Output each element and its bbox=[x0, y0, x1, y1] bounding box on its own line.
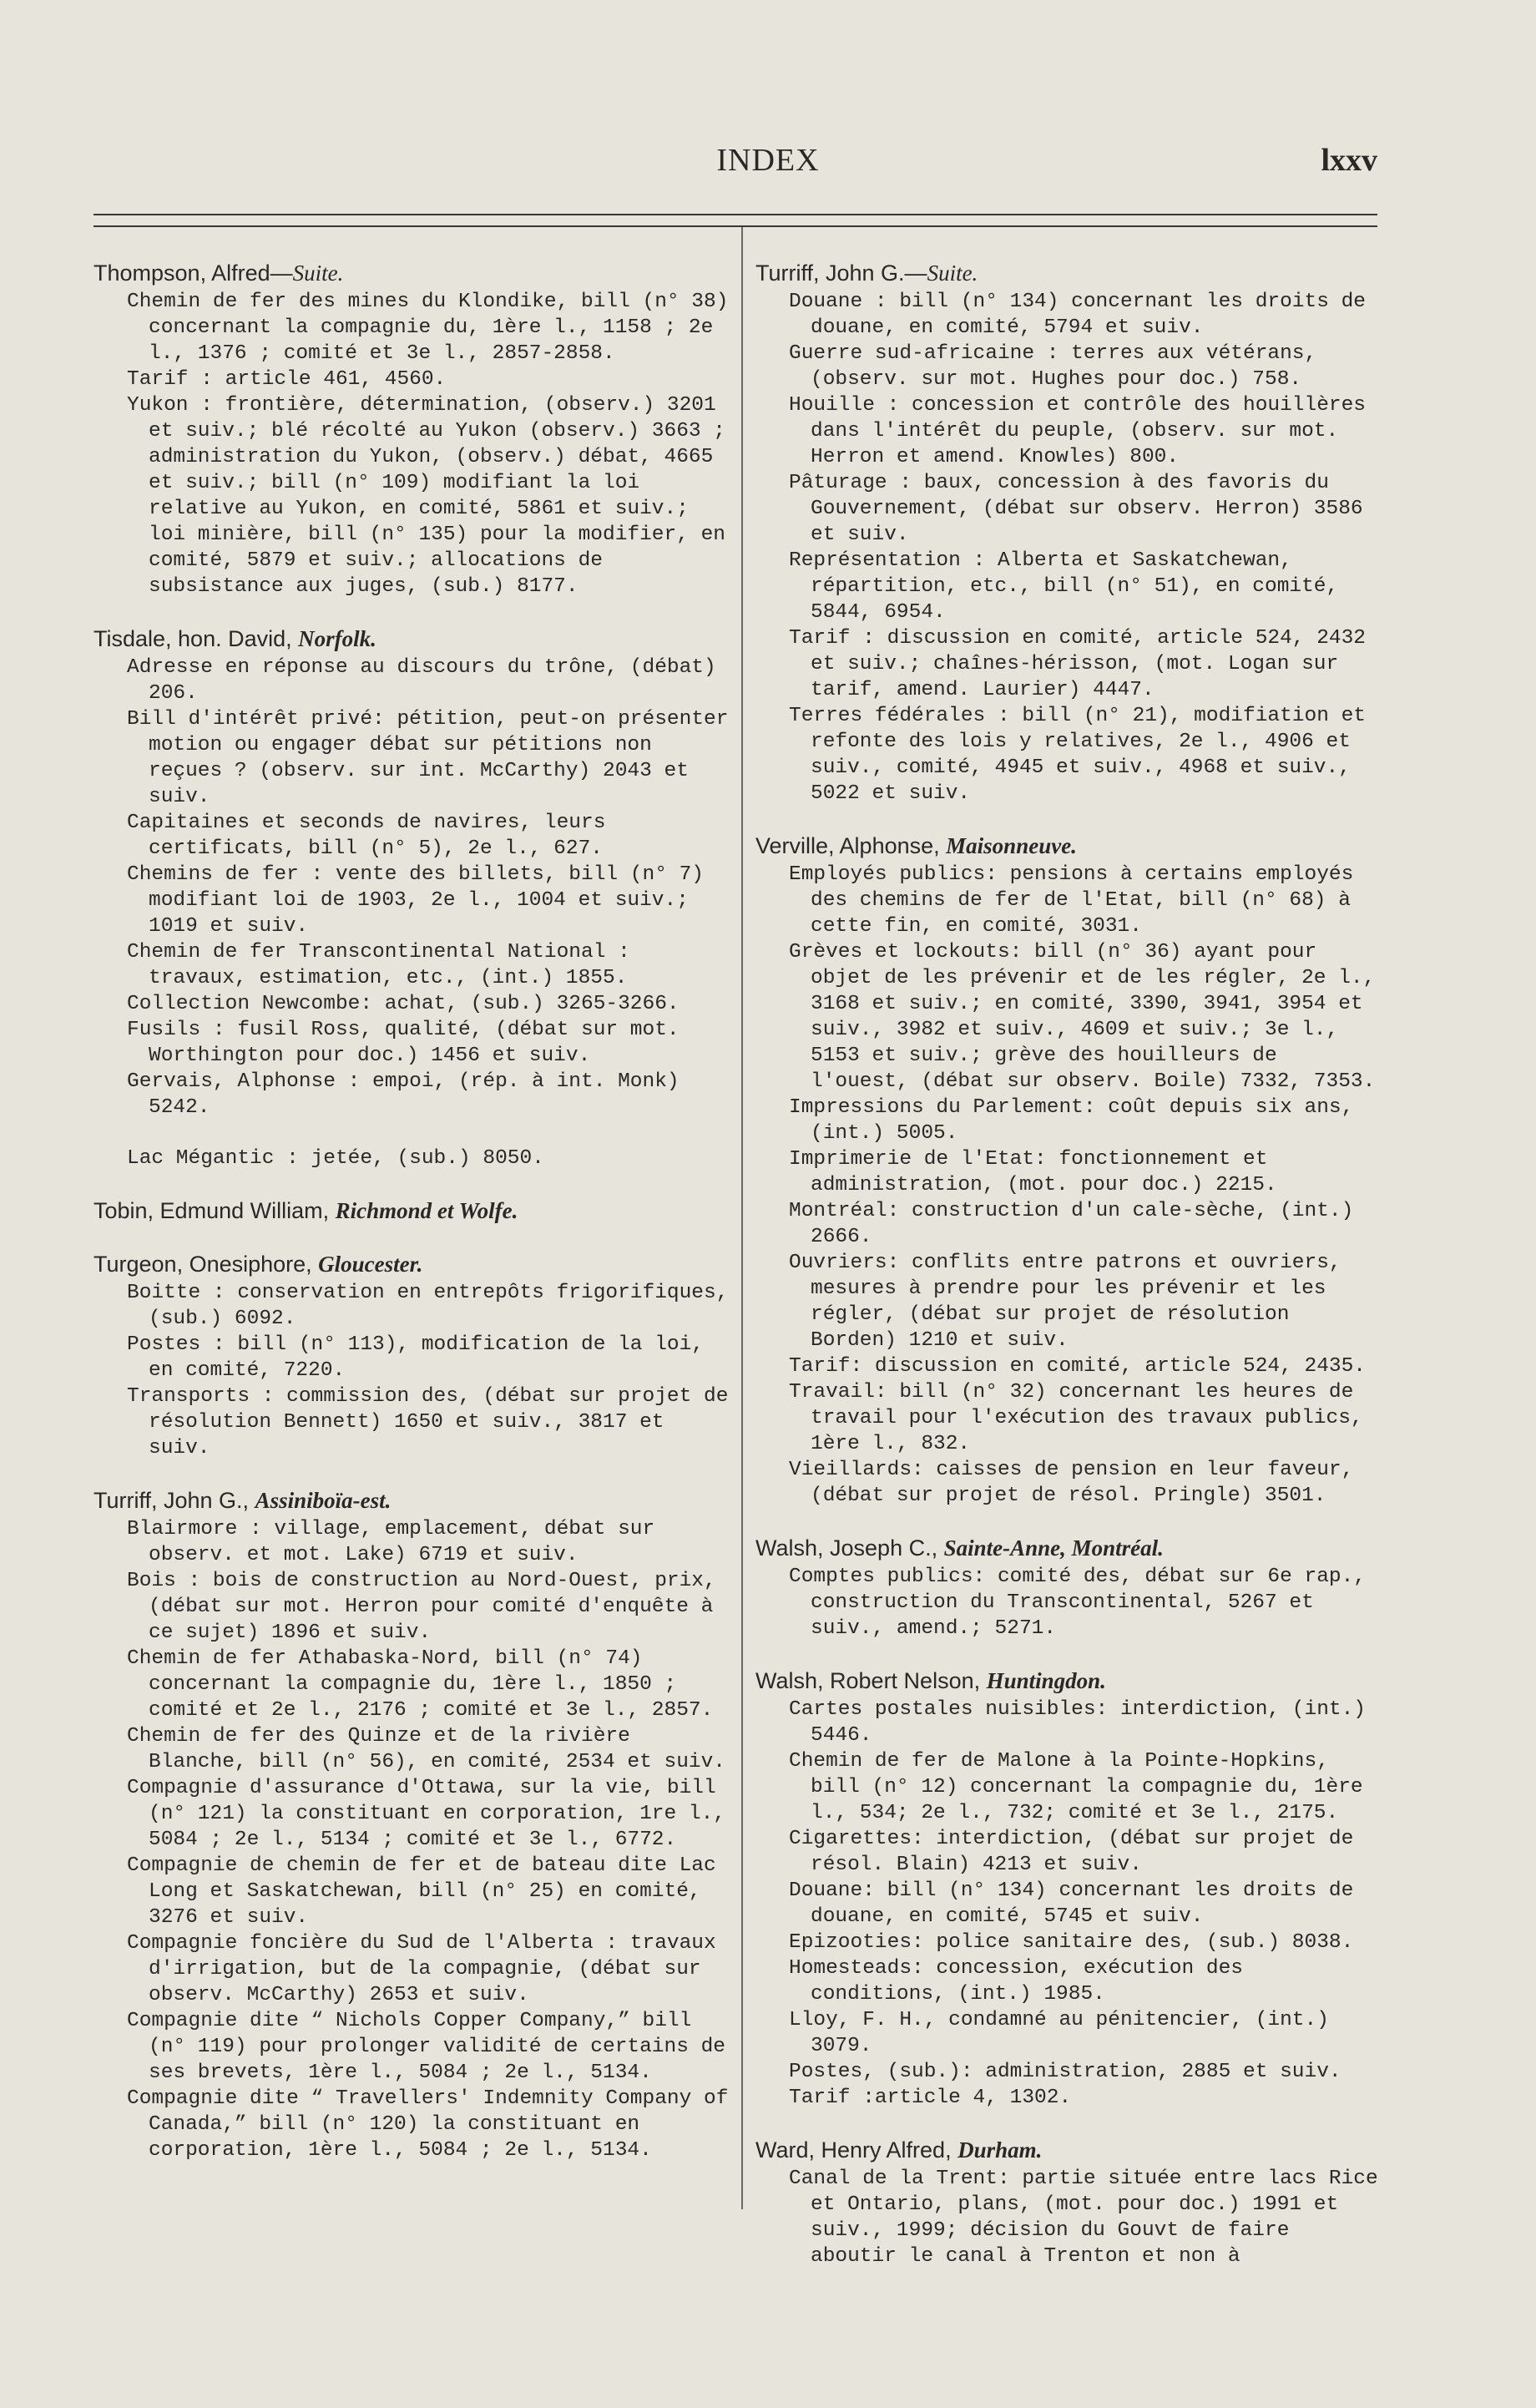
sub-entry: Transports : commission des, (débat sur projet de résolution Bennett) 1650 et suiv., 3817 et suiv. bbox=[127, 1385, 729, 1459]
page-number: lxxv bbox=[1321, 143, 1377, 178]
entry-spacer bbox=[93, 1121, 736, 1146]
sub-entry: Compagnie foncière du Sud de l'Alberta : travaux d'irrigation, but de la compagnie, (débat sur observ. McCarthy) 2653 et suiv. bbox=[127, 1932, 716, 2006]
entry-name bbox=[755, 832, 1380, 860]
sub-entry: Chemin de fer Transcontinental National : travaux, estimation, etc., (int.) 1855. bbox=[127, 941, 630, 989]
sub-entry: Capitaines et seconds de navires, leurs certificats, bill (n° 5), 2e l., 627. bbox=[127, 812, 606, 860]
sub-entry: Ouvriers: conflits entre patrons et ouvriers, mesures à prendre pour les prévenir et les régler, (débat sur projet de résolution Borden) 1210 et suiv. bbox=[789, 1252, 1341, 1352]
entry-name bbox=[93, 1196, 736, 1225]
sub-entry: Cigarettes: interdiction, (débat sur projet de résol. Blain) 4213 et suiv. bbox=[789, 1828, 1354, 1876]
entry-name bbox=[755, 1667, 1380, 1695]
riding-name: Sainte-Anne, Montréal. bbox=[943, 1535, 1164, 1561]
sub-entry: Chemin de fer Athabaska-Nord, bill (n° 74) concernant la compagnie du, 1ère l., 1850 ; comité et 2e l., 2176 ; comité et 3e l., 2857. bbox=[127, 1647, 714, 1722]
sub-entry: Pâturage : baux, concession à des favoris du Gouvernement, (débat sur observ. Herron) 3586 et suiv. bbox=[789, 472, 1363, 546]
index-entry bbox=[755, 1534, 1380, 1642]
sub-entry: Chemin de fer des Quinze et de la rivière Blanche, bill (n° 56), en comité, 2534 et suiv. bbox=[127, 1725, 726, 1773]
sub-entry: Employés publics: pensions à certains employés des chemins de fer de l'Etat, bill (n° 68) à cette fin, en comité, 3031. bbox=[789, 863, 1354, 938]
member-name: Tobin, Edmund William, bbox=[93, 1198, 336, 1223]
sub-entry: Compagnie dite “ Nichols Copper Company,” bill (n° 119) pour prolonger validité de certains de ses brevets, 1ère l., 5084 ; 2e l., 5134. bbox=[127, 2010, 726, 2084]
sub-entry: Gervais, Alphonse : empoi, (rép. à int. Monk) 5242. bbox=[127, 1070, 680, 1119]
sub-entry: Yukon : frontière, détermination, (observ.) 3201 et suiv.; blé récolté au Yukon (observ.) 3663 ; administration du Yukon, (observ.) débat, 4665 et suiv.; bill (n° 109) modifiant la loi relative au Yukon, en comité, 5861 et suiv.; loi minière, bill (n° 135) pour la modifier, en comité, 5879 et suiv.; allocations de subsistance aux juges, (sub.) 8177. bbox=[127, 394, 726, 598]
sub-entry: Tarif : article 461, 4560. bbox=[127, 368, 447, 391]
sub-entry: Bois : bois de construction au Nord-Ouest, prix, (débat sur mot. Herron pour comité d'enquête à ce sujet) 1896 et suiv. bbox=[127, 1570, 716, 1644]
index-entry bbox=[93, 1250, 736, 1461]
header-rule-bottom bbox=[93, 225, 1377, 227]
riding-name: Norfolk. bbox=[298, 626, 376, 651]
sub-entry: Travail: bill (n° 32) concernant les heures de travail pour l'exécution des travaux publics, 1ère l., 832. bbox=[789, 1381, 1363, 1455]
index-entry bbox=[93, 1486, 736, 2163]
entry-name bbox=[755, 259, 1380, 287]
riding-name: Assiniboïa-est. bbox=[255, 1488, 392, 1513]
sub-entry: Boitte : conservation en entrepôts frigorifiques, (sub.) 6092. bbox=[127, 1282, 729, 1330]
sub-entry: Vieillards: caisses de pension en leur faveur, (débat sur projet de résol. Pringle) 3501. bbox=[789, 1459, 1354, 1507]
index-entry bbox=[93, 259, 736, 599]
sub-entry: Blairmore : village, emplacement, débat sur observ. et mot. Lake) 6719 et suiv. bbox=[127, 1518, 655, 1566]
sub-entry: Compagnie de chemin de fer et de bateau dite Lac Long et Saskatchewan, bill (n° 25) en comité, 3276 et suiv. bbox=[127, 1854, 716, 1929]
sub-entry: Chemin de fer de Malone à la Pointe-Hopkins, bill (n° 12) concernant la compagnie du, 1ère l., 534; 2e l., 732; comité et 3e l., 2175. bbox=[789, 1750, 1363, 1824]
sub-entry: Lac Mégantic : jetée, (sub.) 8050. bbox=[127, 1147, 544, 1170]
riding-name: Richmond et Wolfe. bbox=[335, 1198, 518, 1223]
sub-entry: Postes : bill (n° 113), modification de la loi, en comité, 7220. bbox=[127, 1333, 705, 1382]
sub-entry: Compagnie d'assurance d'Ottawa, sur la vie, bill (n° 121) la constituant en corporation, 1re l., 5084 ; 2e l., 5134 ; comité et 3e l., 6772. bbox=[127, 1777, 726, 1851]
suite-label: Suite. bbox=[927, 261, 978, 286]
index-entry bbox=[755, 2136, 1380, 2269]
sub-entry: Douane: bill (n° 134) concernant les droits de douane, en comité, 5745 et suiv. bbox=[789, 1879, 1354, 1928]
member-name: Walsh, Joseph C., bbox=[755, 1535, 944, 1561]
entry-name bbox=[755, 1534, 1380, 1562]
member-name: Turgeon, Onesiphore, bbox=[93, 1252, 319, 1277]
sub-entry: Chemins de fer : vente des billets, bill (n° 7) modifiant loi de 1903, 2e l., 1004 et suiv.; 1019 et suiv. bbox=[127, 863, 705, 938]
sub-entry: Collection Newcombe: achat, (sub.) 3265-3266. bbox=[127, 993, 680, 1015]
sub-entry: Epizooties: police sanitaire des, (sub.) 8038. bbox=[789, 1931, 1354, 1954]
riding-name: Durham. bbox=[957, 2137, 1043, 2163]
sub-entry: Représentation : Alberta et Saskatchewan, répartition, etc., bill (n° 51), en comité, 5844, 6954. bbox=[789, 549, 1339, 624]
member-name: Thompson, Alfred— bbox=[93, 261, 293, 286]
member-name: Turriff, John G.— bbox=[755, 261, 927, 286]
index-entry bbox=[755, 259, 1380, 807]
entry-name bbox=[93, 1250, 736, 1278]
member-name: Turriff, John G., bbox=[93, 1488, 255, 1513]
sub-entry: Postes, (sub.): administration, 2885 et suiv. bbox=[789, 2061, 1341, 2083]
sub-entry: Terres fédérales : bill (n° 21), modifiation et refonte des lois y relatives, 2e l., 4906 et suiv., comité, 4945 et suiv., 4968 et suiv., 5022 et suiv. bbox=[789, 705, 1367, 805]
index-entry bbox=[93, 1196, 736, 1225]
index-entry bbox=[755, 1667, 1380, 2111]
sub-entry: Imprimerie de l'Etat: fonctionnement et administration, (mot. pour doc.) 2215. bbox=[789, 1148, 1277, 1196]
sub-entry: Grèves et lockouts: bill (n° 36) ayant pour objet de les prévenir et de les régler, 2e l., 3168 et suiv.; en comité, 3390, 3941, 3954 et suiv., 3982 et suiv., 4609 et suiv.; 3e l., 5153 et suiv.; grève des houilleurs de l'ouest, (débat sur observ. Boile) 7332, 7353. bbox=[789, 941, 1376, 1093]
riding-name: Huntingdon. bbox=[986, 1668, 1106, 1693]
entry-name bbox=[93, 625, 736, 653]
entry-name bbox=[93, 1486, 736, 1515]
sub-entry: Tarif : discussion en comité, article 524, 2432 et suiv.; chaînes-hérisson, (mot. Logan sur tarif, amend. Laurier) 4447. bbox=[789, 627, 1367, 701]
sub-entry: Adresse en réponse au discours du trône, (débat) 206. bbox=[127, 656, 716, 705]
entry-name bbox=[755, 2136, 1380, 2164]
sub-entry: Cartes postales nuisibles: interdiction, (int.) 5446. bbox=[789, 1698, 1367, 1747]
riding-name: Maisonneuve. bbox=[946, 833, 1077, 858]
index-entry bbox=[93, 625, 736, 1171]
sub-entry: Fusils : fusil Ross, qualité, (débat sur mot. Worthington pour doc.) 1456 et suiv. bbox=[127, 1019, 680, 1067]
sub-entry: Tarif: discussion en comité, article 524, 2435. bbox=[789, 1355, 1367, 1378]
sub-entry: Bill d'intérêt privé: pétition, peut-on présenter motion ou engager débat sur pétitions non reçues ? (observ. sur int. McCarthy) 2043 et suiv. bbox=[127, 708, 729, 808]
header-rule-top bbox=[93, 214, 1377, 215]
sub-entry: Canal de la Trent: partie située entre lacs Rice et Ontario, plans, (mot. pour doc.) 1991 et suiv., 1999; décision du Gouvt de faire aboutir le canal à Trenton et non à bbox=[789, 2168, 1378, 2268]
riding-name: Gloucester. bbox=[318, 1252, 423, 1277]
left-column bbox=[93, 259, 736, 2188]
member-name: Ward, Henry Alfred, bbox=[755, 2137, 958, 2163]
sub-entry: Guerre sud-africaine : terres aux vétérans, (observ. sur mot. Hughes pour doc.) 758. bbox=[789, 342, 1317, 391]
member-name: Verville, Alphonse, bbox=[755, 833, 947, 858]
index-entry bbox=[755, 832, 1380, 1509]
sub-entry: Montréal: construction d'un cale-sèche, (int.) 2666. bbox=[789, 1200, 1354, 1248]
sub-entry: Compagnie dite “ Travellers' Indemnity Company of Canada,” bill (n° 120) la constituant en corporation, 1ère l., 5084 ; 2e l., 5134. bbox=[127, 2087, 729, 2162]
member-name: Tisdale, hon. David, bbox=[93, 626, 299, 651]
sub-entry: Douane : bill (n° 134) concernant les droits de douane, en comité, 5794 et suiv. bbox=[789, 291, 1367, 339]
sub-entry: Comptes publics: comité des, débat sur 6e rap., construction du Transcontinental, 5267 et suiv., amend.; 5271. bbox=[789, 1566, 1367, 1640]
sub-entry: Chemin de fer des mines du Klondike, bill (n° 38) concernant la compagnie du, 1ère l., 1158 ; 2e l., 1376 ; comité et 3e l., 2857-2858. bbox=[127, 291, 729, 365]
column-divider bbox=[741, 227, 743, 2209]
page-title: INDEX bbox=[716, 143, 820, 178]
suite-label: Suite. bbox=[292, 261, 344, 286]
sub-entry: Homesteads: concession, exécution des conditions, (int.) 1985. bbox=[789, 1957, 1243, 2006]
sub-entry: Tarif :article 4, 1302. bbox=[789, 2087, 1072, 2109]
sub-entry: Impressions du Parlement: coût depuis six ans, (int.) 5005. bbox=[789, 1096, 1354, 1145]
sub-entry: Lloy, F. H., condamné au pénitencier, (int.) 3079. bbox=[789, 2009, 1329, 2057]
entry-name bbox=[93, 259, 736, 287]
sub-entry: Houille : concession et contrôle des houillères dans l'intérêt du peuple, (observ. sur mot. Herron et amend. Knowles) 800. bbox=[789, 394, 1367, 468]
right-column bbox=[755, 259, 1380, 2294]
member-name: Walsh, Robert Nelson, bbox=[755, 1668, 987, 1693]
